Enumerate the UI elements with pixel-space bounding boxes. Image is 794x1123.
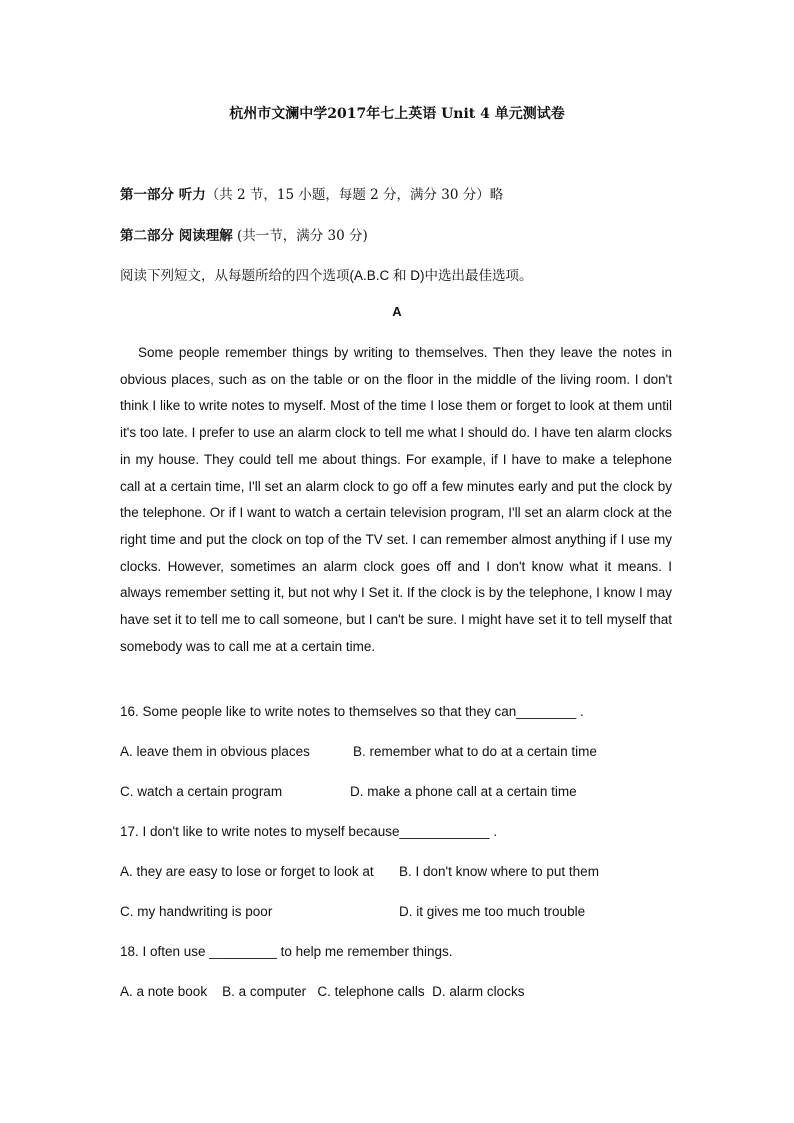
question-16-option-b: B. remember what to do at a certain time: [353, 744, 597, 759]
part2-head: 第二部分 阅读理解: [120, 228, 233, 244]
part2-note: (共一节，满分 30 分): [232, 228, 368, 244]
document-title: 杭州市文澜中学2017年七上英语 Unit 4 单元测试卷: [229, 106, 565, 122]
instruction-text: 阅读下列短文，从每题所给的四个选项(A.B.C 和 D)中选出最佳选项。: [120, 268, 533, 283]
question-16-option-c: C. watch a certain program: [120, 784, 283, 799]
part1-heading: [120, 183, 503, 203]
part2-heading: [120, 224, 368, 244]
section-label: A: [392, 304, 402, 319]
question-17-option-c: C. my handwriting is poor: [120, 904, 273, 919]
question-16-stem: 16. Some people like to write notes to themselves so that they can________ .: [120, 704, 584, 719]
question-17-option-d: D. it gives me too much trouble: [399, 904, 586, 919]
reading-passage: Some people remember things by writing to themselves. Then they leave the notes in obvious places, such as on the table or on the floor in the middle of the living room. I don't think I like to write notes to myself. Most of the time I lose them or forget to look at them until it's too late. I prefer to use an alarm clock to tell me what I should do. I have ten alarm clocks in my house. They could tell me about things. For example, if I have to make a telephone call at a certain time, I'll set an alarm clock to go off a few minutes early and put the clock by the telephone. Or if I want to watch a certain television program, I'll set an alarm clock at the right time and put the clock on top of the TV set. I can remember almost anything if I use my clocks. However, sometimes an alarm clock goes off and I don't know what it means. I always remember setting it, but not why I Set it. If the clock is by the telephone, I know I may have set it to tell me to call someone, but I can't be sure. I might have set it to tell myself that somebody was to call me at a certain time.: [120, 345, 672, 654]
question-18-options: A. a note book B. a computer C. telephone calls D. alarm clocks: [120, 984, 525, 999]
part1-head: 第一部分 听力: [120, 187, 206, 203]
question-18-stem: 18. I often use _________ to help me remember things.: [120, 944, 453, 959]
question-17-option-b: B. I don't know where to put them: [399, 864, 599, 879]
question-16-option-d: D. make a phone call at a certain time: [350, 784, 577, 799]
question-17-stem: 17. I don't like to write notes to myself because____________ .: [120, 824, 498, 839]
question-17-option-a: A. they are easy to lose or forget to look at: [120, 864, 374, 879]
part1-note: （共 2 节，15 小题，每题 2 分，满分 30 分）略: [205, 187, 504, 203]
question-16-option-a: A. leave them in obvious places: [120, 744, 310, 759]
